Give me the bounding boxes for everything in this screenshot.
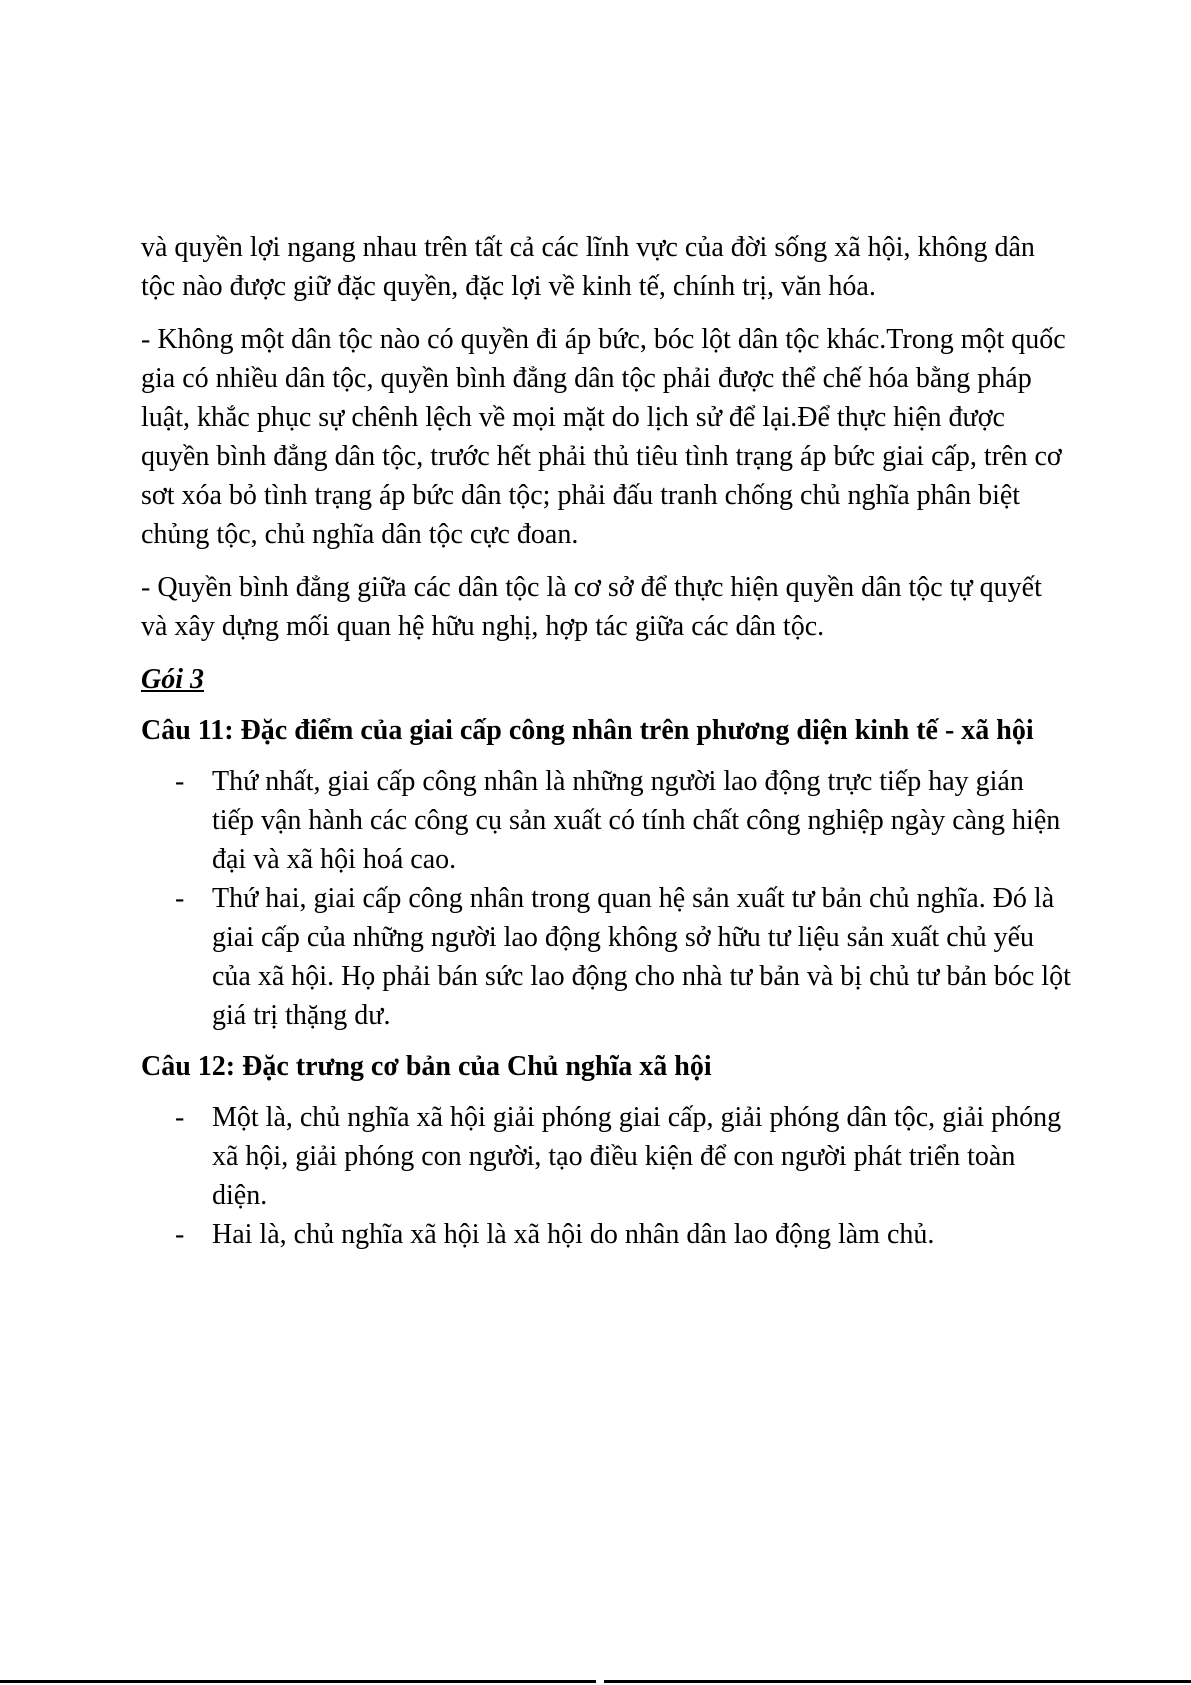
page-bottom-rule-gap	[596, 1680, 604, 1683]
list-item	[141, 762, 1071, 879]
question-11-heading: Câu 11: Đặc điểm của giai cấp công nhân trên phương diện kinh tế - xã hội	[141, 715, 1034, 746]
list-item-text: Hai là, chủ nghĩa xã hội là xã hội do nhân dân lao động làm chủ.	[212, 1219, 935, 1250]
list-dash-marker: -	[175, 1219, 185, 1250]
question-11-list	[141, 762, 1071, 1035]
list-item-text: Một là, chủ nghĩa xã hội giải phóng giai cấp, giải phóng dân tộc, giải phóng xã hội, giải phóng con người, tạo điều kiện để con người phát triển toàn diện.	[212, 1102, 1062, 1211]
question-12-list	[141, 1098, 1071, 1254]
document-page	[141, 228, 1071, 1266]
list-dash-marker: -	[175, 766, 185, 797]
list-item	[141, 1215, 1071, 1254]
paragraph-equal-rights: và quyền lợi ngang nhau trên tất cả các lĩnh vực của đời sống xã hội, không dân tộc nào được giữ đặc quyền, đặc lợi về kinh tế, chính trị, văn hóa.	[141, 232, 1035, 302]
list-dash-marker: -	[175, 1102, 185, 1133]
group-label: Gói 3	[141, 664, 204, 695]
list-item	[141, 1098, 1071, 1215]
list-item	[141, 879, 1071, 1035]
list-dash-marker: -	[175, 883, 185, 914]
paragraph-no-oppression: - Không một dân tộc nào có quyền đi áp bức, bóc lột dân tộc khác.Trong một quốc gia có nhiều dân tộc, quyền bình đẳng dân tộc phải được thể chế hóa bằng pháp luật, khắc phục sự chênh lệch về mọi mặt do lịch sử để lại.Để thực hiện được quyền bình đẳng dân tộc, trước hết phải thủ tiêu tình trạng áp bức giai cấp, trên cơ sơt xóa bỏ tình trạng áp bức dân tộc; phải đấu tranh chống chủ nghĩa phân biệt chủng tộc, chủ nghĩa dân tộc cực đoan.	[141, 324, 1066, 550]
list-item-text: Thứ hai, giai cấp công nhân trong quan hệ sản xuất tư bản chủ nghĩa. Đó là giai cấp của những người lao động không sở hữu tư liệu sản xuất chủ yếu của xã hội. Họ phải bán sức lao động cho nhà tư bản và bị chủ tư bản bóc lột giá trị thặng dư.	[212, 883, 1071, 1031]
question-12-heading: Câu 12: Đặc trưng cơ bản của Chủ nghĩa xã hội	[141, 1051, 712, 1082]
list-item-text: Thứ nhất, giai cấp công nhân là những người lao động trực tiếp hay gián tiếp vận hành các công cụ sản xuất có tính chất công nghiệp ngày càng hiện đại và xã hội hoá cao.	[212, 766, 1061, 875]
paragraph-self-determination: - Quyền bình đẳng giữa các dân tộc là cơ sở để thực hiện quyền dân tộc tự quyết và xây dựng mối quan hệ hữu nghị, hợp tác giữa các dân tộc.	[141, 572, 1042, 642]
